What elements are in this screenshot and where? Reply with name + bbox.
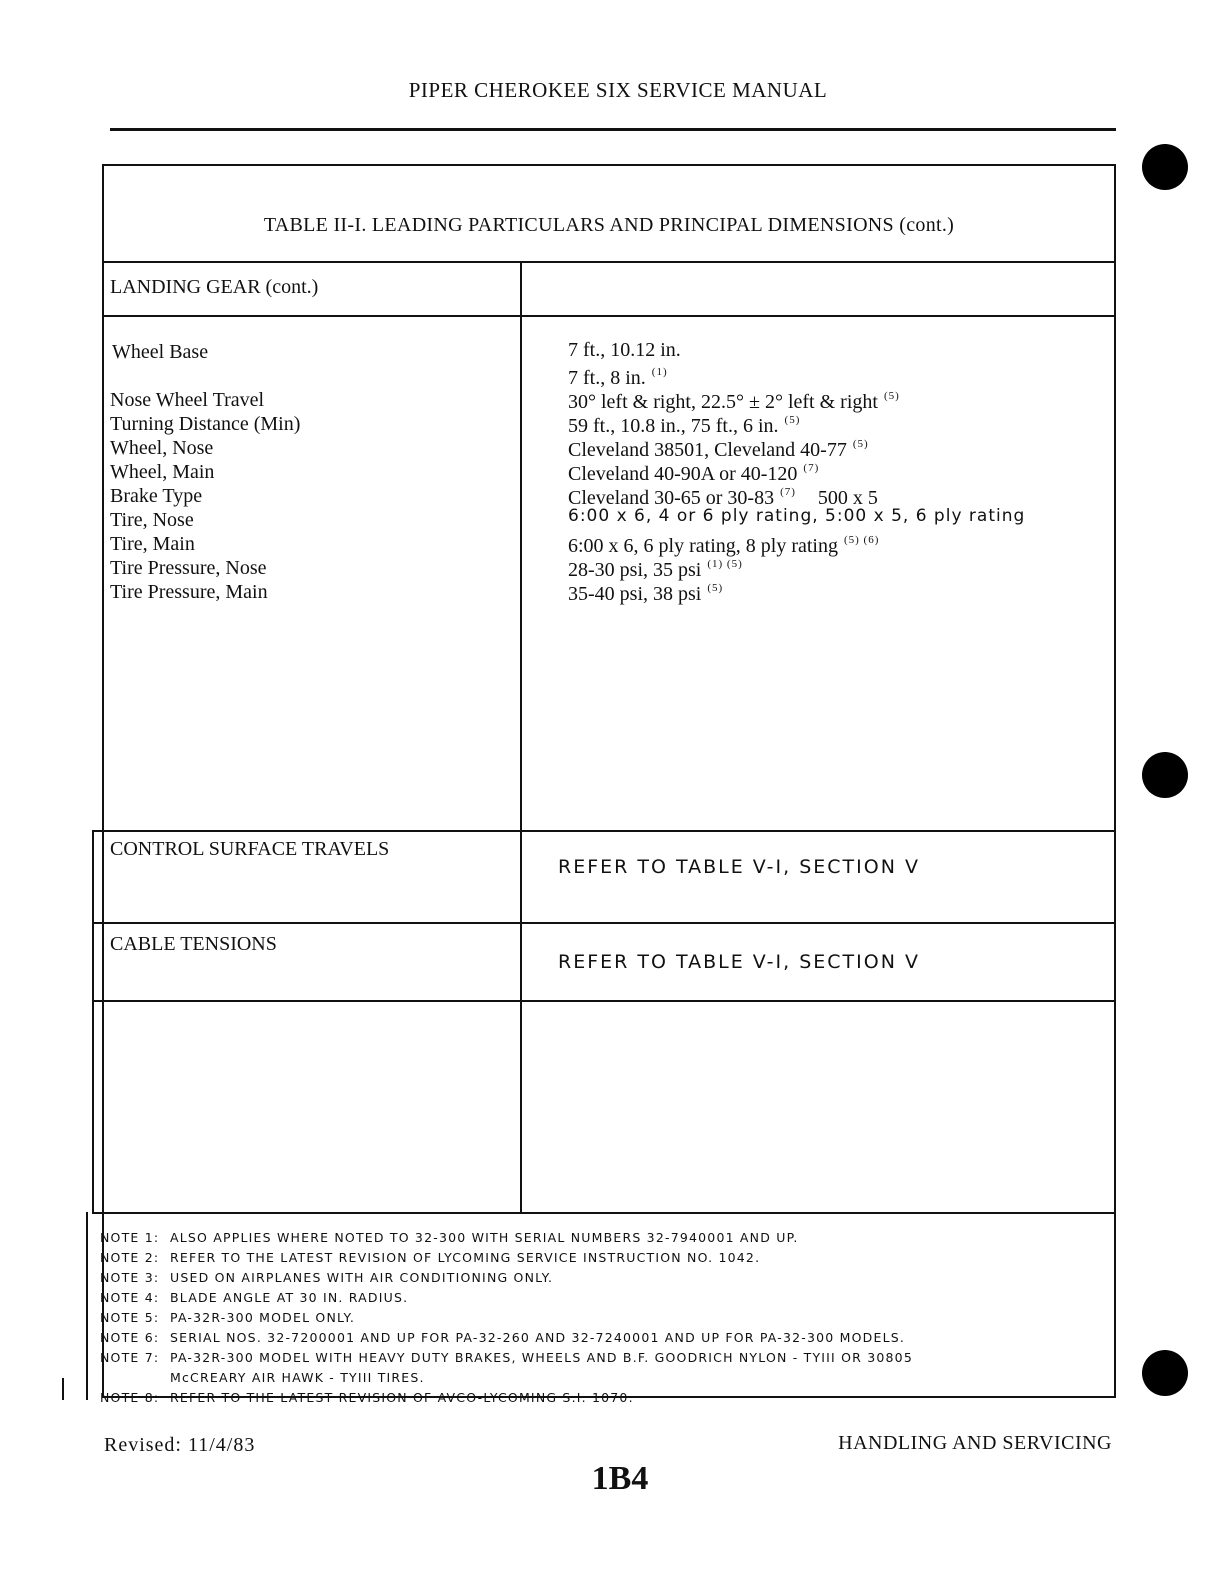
note-5: NOTE 5: PA-32R-300 MODEL ONLY. — [100, 1310, 356, 1325]
table-rule-3 — [92, 830, 1116, 832]
note-1: NOTE 1: ALSO APPLIES WHERE NOTED TO 32-300 WITH SERIAL NUMBERS 32-7940001 AND UP. — [100, 1230, 799, 1245]
section-name: HANDLING AND SERVICING — [838, 1432, 1112, 1454]
note-4: NOTE 4: BLADE ANGLE AT 30 IN. RADIUS. — [100, 1290, 409, 1305]
label-tire-pressure-main: Tire Pressure, Main — [110, 581, 268, 603]
label-tire-nose: Tire, Nose — [110, 509, 194, 531]
punch-hole-bottom — [1142, 1350, 1188, 1396]
page-header-title: PIPER CHEROKEE SIX SERVICE MANUAL — [408, 78, 828, 102]
value-turning-distance: 59 ft., 10.8 in., 75 ft., 6 in. $^{(5)}$ — [568, 414, 801, 437]
note-8: NOTE 8: REFER TO THE LATEST REVISION OF AVCO-LYCOMING S.I. 1070. — [100, 1390, 634, 1405]
table-rule-4 — [92, 922, 1116, 924]
table-rule-5 — [92, 1000, 1116, 1002]
value-tire-main: 6:00 x 6, 6 ply rating, 8 ply rating $^{(5) (6)}$ — [568, 534, 880, 557]
revised-date: Revised: 11/4/83 — [104, 1434, 256, 1456]
label-nose-wheel-travel: Nose Wheel Travel — [110, 389, 265, 411]
punch-hole-top — [1142, 144, 1188, 190]
notes-left-edge — [86, 1212, 88, 1400]
value-wheel-main: Cleveland 40-90A or 40-120 $^{(7)}$ — [568, 462, 820, 485]
label-wheel-base: Wheel Base — [112, 341, 209, 363]
value-tire-pressure-nose: 28-30 psi, 35 psi $^{(1) (5)}$ — [568, 558, 743, 581]
page-number: 1B4 — [591, 1460, 649, 1497]
landing-gear-heading: LANDING GEAR (cont.) — [110, 276, 319, 298]
note-3: NOTE 3: USED ON AIRPLANES WITH AIR CONDITIONING ONLY. — [100, 1270, 554, 1285]
cable-tensions-label: CABLE TENSIONS — [110, 933, 277, 955]
value-tire-pressure-main: 35-40 psi, 38 psi $^{(5)}$ — [568, 582, 724, 605]
table-rule-2 — [102, 315, 1116, 317]
label-wheel-nose: Wheel, Nose — [110, 437, 214, 459]
value-brake-type: Cleveland 30-65 or 30-83 $^{(7)}$ 500 x 5 — [568, 486, 878, 509]
label-wheel-main: Wheel, Main — [110, 461, 215, 483]
value-wheel-nose: Cleveland 38501, Cleveland 40-77 $^{(5)}$ — [568, 438, 869, 461]
table-rule-1 — [102, 261, 1116, 263]
value-wheel-base-alt: 7 ft., 8 in. $^{(1)}$ — [568, 366, 668, 389]
control-surface-value: REFER TO TABLE V-I, SECTION V — [558, 856, 920, 878]
note-7-continuation: McCREARY AIR HAWK - TYIII TIRES. — [170, 1370, 425, 1385]
control-surface-label: CONTROL SURFACE TRAVELS — [110, 838, 390, 860]
note-6: NOTE 6: SERIAL NOS. 32-7200001 AND UP FOR PA-32-260 AND 32-7240001 AND UP FOR PA-32-300 MODELS. — [100, 1330, 906, 1345]
label-tire-main: Tire, Main — [110, 533, 195, 555]
table-column-divider — [520, 262, 522, 1214]
cable-tensions-value: REFER TO TABLE V-I, SECTION V — [558, 951, 920, 973]
header-rule — [110, 128, 1116, 131]
label-tire-pressure-nose: Tire Pressure, Nose — [110, 557, 267, 579]
table-title: TABLE II-I. LEADING PARTICULARS AND PRINCIPAL DIMENSIONS (cont.) — [263, 214, 955, 236]
notes-block — [100, 1228, 1100, 1408]
label-turning-distance: Turning Distance (Min) — [110, 413, 301, 435]
table-rule-6 — [92, 1212, 1116, 1214]
table-left-edge-lower — [92, 830, 94, 1214]
note-2: NOTE 2: REFER TO THE LATEST REVISION OF LYCOMING SERVICE INSTRUCTION NO. 1042. — [100, 1250, 761, 1265]
note-7: NOTE 7: PA-32R-300 MODEL WITH HEAVY DUTY BRAKES, WHEELS AND B.F. GOODRICH NYLON - TYIII OR 30805 — [100, 1350, 913, 1365]
value-tire-nose: 6:00 x 6, 4 or 6 ply rating, 5:00 x 5, 6 ply rating — [568, 506, 1026, 526]
revision-change-bar — [62, 1378, 64, 1400]
value-nose-wheel-travel: 30° left & right, 22.5° ± 2° left & right $^{(5)}$ — [568, 390, 900, 413]
label-brake-type: Brake Type — [110, 485, 203, 507]
punch-hole-middle — [1142, 752, 1188, 798]
value-wheel-base: 7 ft., 10.12 in. — [568, 339, 681, 361]
